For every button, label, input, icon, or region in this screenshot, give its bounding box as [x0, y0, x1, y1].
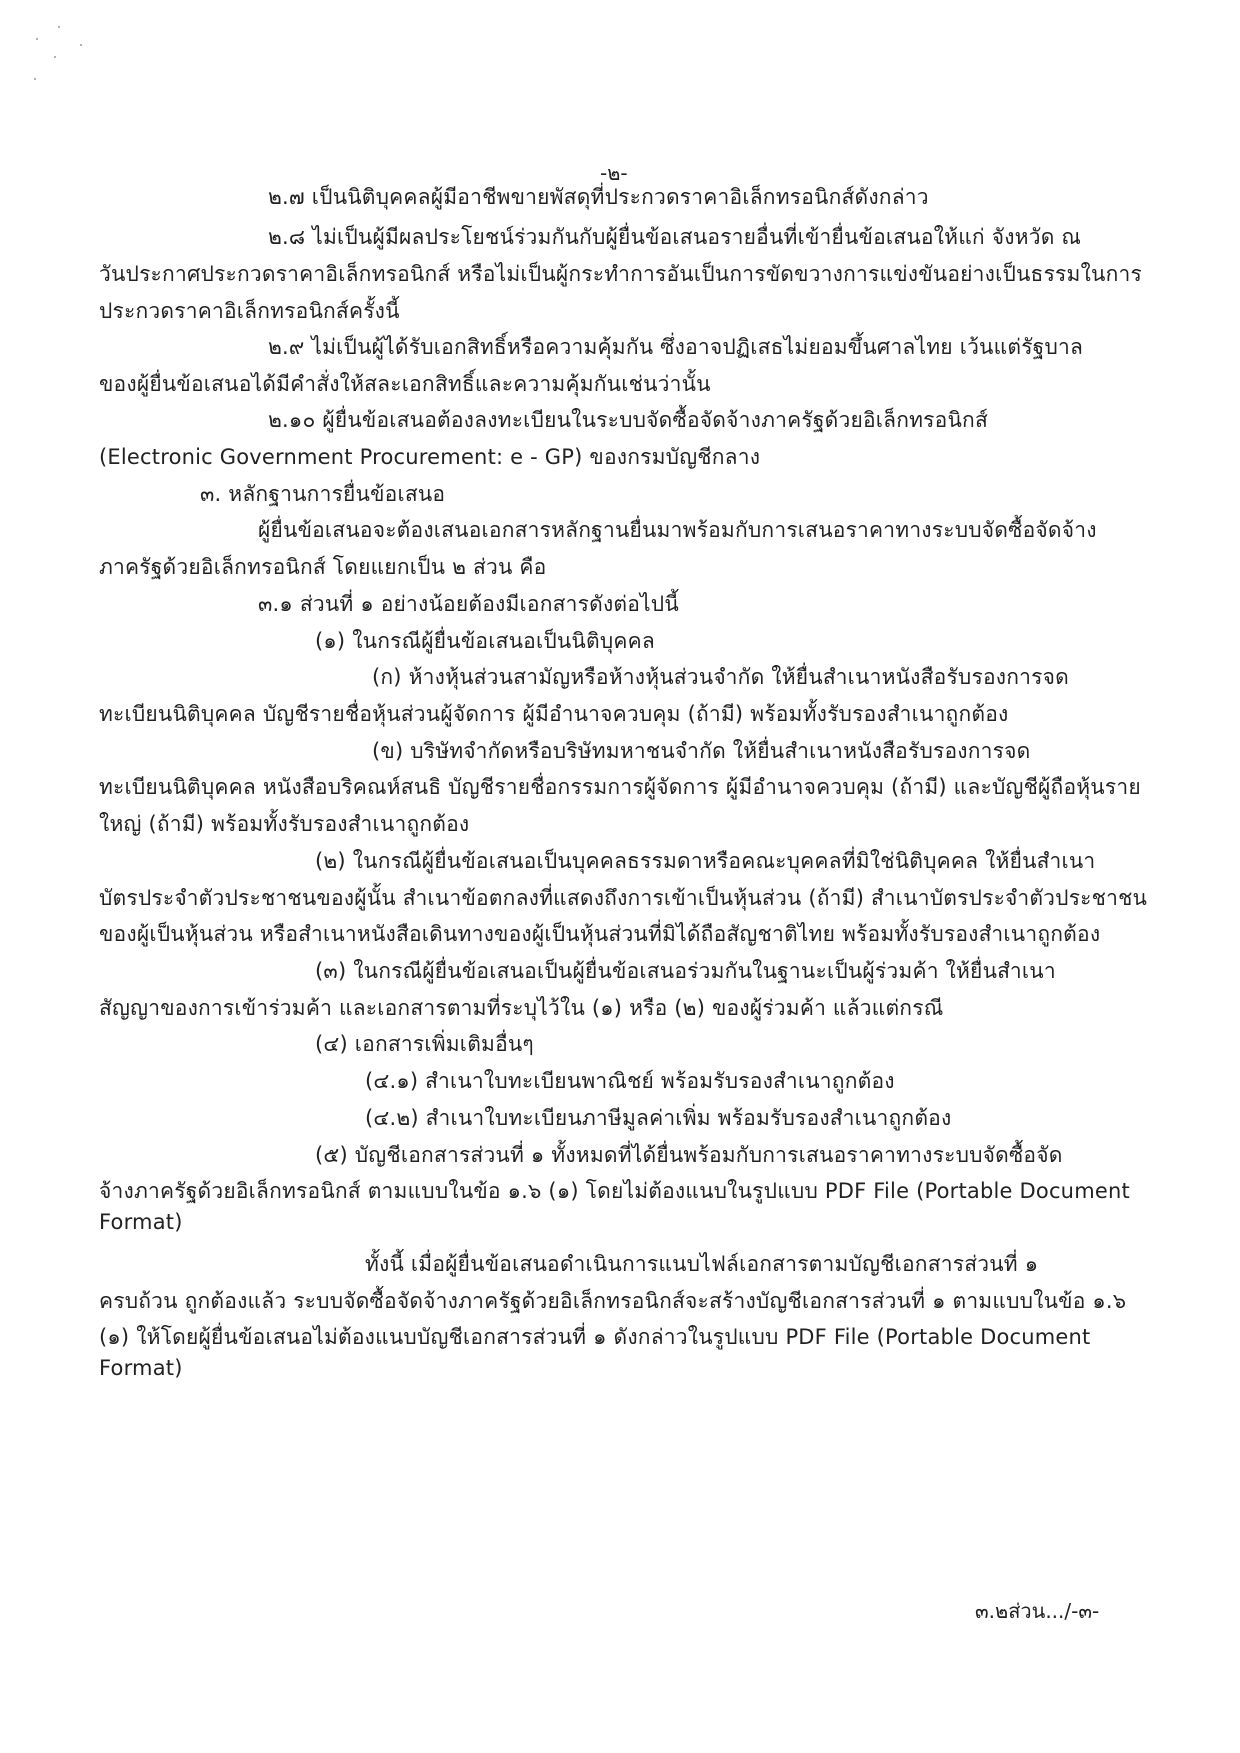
text-line: ใหญ่ (ถ้ามี) พร้อมทั้งรับรองสำเนาถูกต้อง	[99, 812, 470, 836]
text-line: (๔) เอกสารเพิ่มเติมอื่นๆ	[315, 1032, 534, 1056]
text-line: ทะเบียนนิติบุคคล หนังสือบริคณห์สนธิ บัญชีรายชื่อกรรมการผู้จัดการ ผู้มีอำนาจควบคุม (ถ้ามี) และบัญชีผู้ถือหุ้นราย	[99, 775, 1141, 799]
scan-speck	[36, 38, 38, 40]
page-number: -๒-	[600, 161, 628, 185]
text-line: (ข) บริษัทจำกัดหรือบริษัทมหาชนจำกัด ให้ยื่นสำเนาหนังสือรับรองการจด	[372, 739, 1031, 763]
text-line: (๑) ให้โดยผู้ยื่นข้อเสนอไม่ต้องแนบบัญชีเอกสารส่วนที่ ๑ ดังกล่าวในรูปแบบ PDF File (Portable Document	[99, 1325, 1091, 1349]
text-line: ๒.๗ เป็นนิติบุคคลผู้มีอาชีพขายพัสดุที่ประกวดราคาอิเล็กทรอนิกส์ดังกล่าว	[268, 185, 929, 209]
scan-speck	[80, 44, 82, 46]
text-line: (๓) ในกรณีผู้ยื่นข้อเสนอเป็นผู้ยื่นข้อเสนอร่วมกันในฐานะเป็นผู้ร่วมค้า ให้ยื่นสำเนา	[315, 959, 1056, 983]
text-line: (Electronic Government Procurement: e - GP) ของกรมบัญชีกลาง	[99, 445, 761, 469]
text-line: ๒.๑๐ ผู้ยื่นข้อเสนอต้องลงทะเบียนในระบบจัดซื้อจัดจ้างภาครัฐด้วยอิเล็กทรอนิกส์	[268, 408, 988, 432]
text-line: ภาครัฐด้วยอิเล็กทรอนิกส์ โดยแยกเป็น ๒ ส่วน คือ	[99, 555, 547, 579]
scan-speck	[34, 78, 36, 80]
text-line: ครบถ้วน ถูกต้องแล้ว ระบบจัดซื้อจัดจ้างภาครัฐด้วยอิเล็กทรอนิกส์จะสร้างบัญชีเอกสารส่วนที่ ๑ ตามแบบในข้อ ๑.๖	[99, 1289, 1127, 1313]
scan-speck	[58, 26, 60, 28]
text-line: (๒) ในกรณีผู้ยื่นข้อเสนอเป็นบุคคลธรรมดาหรือคณะบุคคลที่มิใช่นิติบุคคล ให้ยื่นสำเนา	[315, 849, 1096, 873]
section-heading: ๓. หลักฐานการยื่นข้อเสนอ	[200, 482, 446, 506]
text-line: ของผู้เป็นหุ้นส่วน หรือสำเนาหนังสือเดินทางของผู้เป็นหุ้นส่วนที่มิได้ถือสัญชาติไทย พร้อมทั้งรับรองสำเนาถูกต้อง	[99, 922, 1101, 946]
text-line: (๕) บัญชีเอกสารส่วนที่ ๑ ทั้งหมดที่ได้ยื่นพร้อมกับการเสนอราคาทางระบบจัดซื้อจัด	[315, 1143, 1063, 1167]
scan-specks	[30, 20, 90, 90]
text-line: (๑) ในกรณีผู้ยื่นข้อเสนอเป็นนิติบุคคล	[315, 629, 655, 653]
text-line: (๔.๒) สำเนาใบทะเบียนภาษีมูลค่าเพิ่ม พร้อมรับรองสำเนาถูกต้อง	[365, 1106, 952, 1130]
text-line: (๔.๑) สำเนาใบทะเบียนพาณิชย์ พร้อมรับรองสำเนาถูกต้อง	[365, 1069, 895, 1093]
text-line: ๒.๘ ไม่เป็นผู้มีผลประโยชน์ร่วมกันกับผู้ยื่นข้อเสนอรายอื่นที่เข้ายื่นข้อเสนอให้แก่ จังหวัด ณ	[268, 225, 1082, 249]
text-line: สัญญาของการเข้าร่วมค้า และเอกสารตามที่ระบุไว้ใน (๑) หรือ (๒) ของผู้ร่วมค้า แล้วแต่กรณี	[99, 996, 944, 1020]
text-line: ทั้งนี้ เมื่อผู้ยื่นข้อเสนอดำเนินการแนบไฟล์เอกสารตามบัญชีเอกสารส่วนที่ ๑	[365, 1252, 1039, 1276]
text-line: ทะเบียนนิติบุคคล บัญชีรายชื่อหุ้นส่วนผู้จัดการ ผู้มีอำนาจควบคุม (ถ้ามี) พร้อมทั้งรับรองสำเนาถูกต้อง	[99, 702, 1009, 726]
text-line: (ก) ห้างหุ้นส่วนสามัญหรือห้างหุ้นส่วนจำกัด ให้ยื่นสำเนาหนังสือรับรองการจด	[372, 665, 1069, 689]
scan-speck	[54, 56, 56, 58]
text-line: Format)	[99, 1210, 183, 1234]
text-line: Format)	[99, 1356, 183, 1380]
text-line: บัตรประจำตัวประชาชนของผู้นั้น สำเนาข้อตกลงที่แสดงถึงการเข้าเป็นหุ้นส่วน (ถ้ามี) สำเนาบัตรประจำตัวประชาชน	[99, 886, 1148, 910]
text-line: วันประกาศประกวดราคาอิเล็กทรอนิกส์ หรือไม่เป็นผู้กระทำการอันเป็นการขัดขวางการแข่งขันอย่างเป็นธรรมในการ	[99, 262, 1142, 286]
text-line: จ้างภาครัฐด้วยอิเล็กทรอนิกส์ ตามแบบในข้อ ๑.๖ (๑) โดยไม่ต้องแนบในรูปแบบ PDF File (Portable Document	[99, 1179, 1130, 1203]
text-line: ผู้ยื่นข้อเสนอจะต้องเสนอเอกสารหลักฐานยื่นมาพร้อมกับการเสนอราคาทางระบบจัดซื้อจัดจ้าง	[258, 518, 1097, 542]
text-line: ของผู้ยื่นข้อเสนอได้มีคำสั่งให้สละเอกสิทธิ์และความคุ้มกันเช่นว่านั้น	[99, 372, 711, 396]
text-line: ๒.๙ ไม่เป็นผู้ได้รับเอกสิทธิ์หรือความคุ้มกัน ซึ่งอาจปฏิเสธไม่ยอมขึ้นศาลไทย เว้นแต่รัฐบาล	[268, 335, 1084, 359]
continuation-note: ๓.๒ส่วน.../-๓-	[975, 1599, 1100, 1623]
text-line: ๓.๑ ส่วนที่ ๑ อย่างน้อยต้องมีเอกสารดังต่อไปนี้	[258, 592, 679, 616]
text-line: ประกวดราคาอิเล็กทรอนิกส์ครั้งนี้	[99, 299, 400, 323]
